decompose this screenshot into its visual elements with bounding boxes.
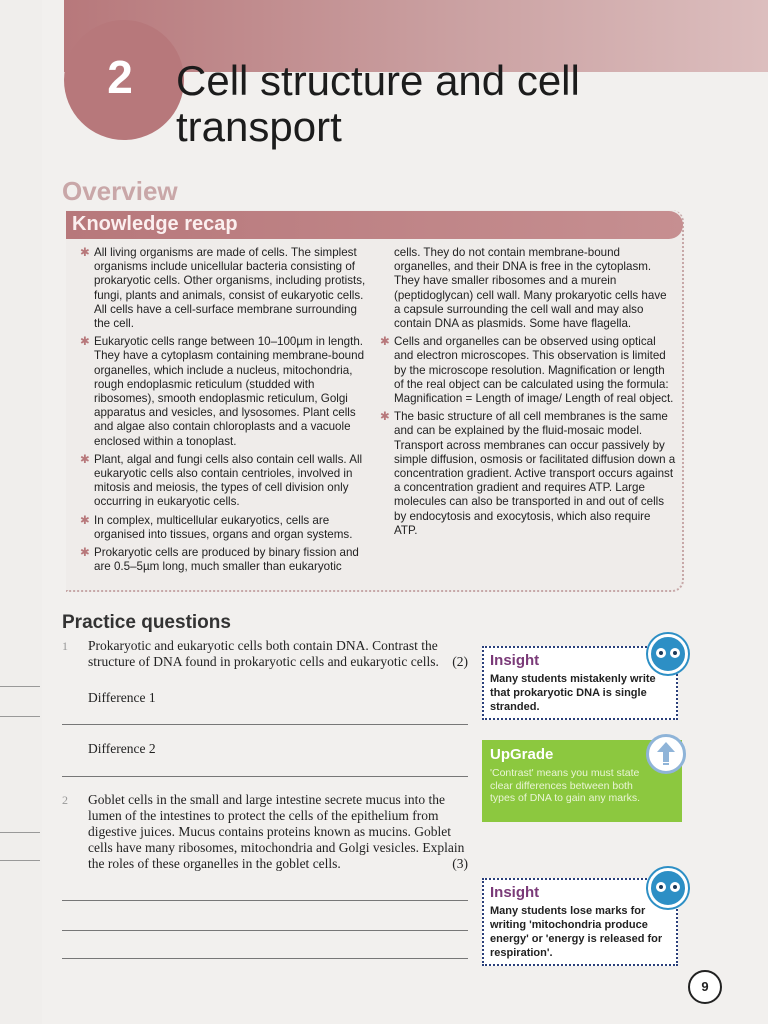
question-marks: (3)	[452, 856, 468, 871]
overview-heading: Overview	[62, 176, 178, 206]
question-1	[62, 638, 468, 670]
insight-owl-icon	[648, 634, 688, 674]
question-text: Goblet cells in the small and large intestine secrete mucus into the lumen of the intestines to protect the cells of the epithelium from digestive juices. Mucus contains proteins known as mucins. Goblet cells have many ribosomes, mitochondria and Golgi vesicles. Explain the roles of these organelles in the goblet cells.	[88, 792, 465, 871]
bullet-icon: ✱	[80, 452, 90, 466]
recap-bullet	[380, 335, 676, 406]
margin-line	[0, 832, 40, 833]
question-number: 2	[62, 793, 68, 807]
margin-line	[0, 686, 40, 687]
upgrade-arrow-icon	[646, 734, 686, 774]
recap-continuation: cells. They do not contain membrane-bound organelles, and their DNA is free in the cytoplasm. They have smaller ribosomes and a murein (peptidoglycan) cell wall. Many prokaryotic cells have a capsule surrounding the cell wall and may also contain DNA as plasmids. Some have flagella.	[394, 246, 667, 331]
margin-line	[0, 716, 40, 717]
insight-text: Many students mistakenly write that prokaryotic DNA is single stranded.	[490, 673, 656, 713]
recap-bullet-text: The basic structure of all cell membranes is the same and can be explained by the fluid-mosaic model. Transport across membranes can occur passively by simple diffusion, osmosis or facilitated diffusion down a concentration gradient. Active transport occurs against a concentration gradient and requires ATP. Large molecules can also be transported in and out of cells by endocytosis and exocytosis, which also require ATP.	[394, 410, 676, 537]
margin-line	[0, 860, 40, 861]
recap-bullet	[80, 453, 366, 510]
bullet-icon: ✱	[80, 335, 90, 349]
answer-line[interactable]	[62, 930, 468, 931]
bullet-icon: ✱	[380, 410, 390, 424]
answer-line[interactable]	[62, 900, 468, 901]
recap-bullet	[80, 246, 366, 331]
bullet-icon: ✱	[80, 513, 90, 527]
textbook-page	[42, 0, 768, 1024]
upgrade-text: 'Contrast' means you must state clear differences between both types of DNA to gain any marks.	[490, 767, 640, 804]
recap-column-right	[380, 246, 676, 542]
question-2	[62, 792, 468, 872]
bullet-icon: ✱	[380, 335, 390, 349]
recap-bullet	[80, 546, 366, 574]
recap-bullet-text: Prokaryotic cells are produced by binary fission and are 0.5–5µm long, much smaller than eukaryotic	[94, 546, 359, 574]
page-number: 9	[688, 970, 722, 1004]
chapter-title-line1: Cell structure and cell	[176, 57, 580, 104]
insight-title: Insight	[490, 652, 540, 669]
answer-line[interactable]	[62, 724, 468, 725]
recap-bullet	[380, 410, 676, 538]
bullet-icon: ✱	[80, 546, 90, 560]
recap-bullet-text: Cells and organelles can be observed using optical and electron microscopes. This observation is limited by the microscope resolution. Magnification or length of the real object can be calculated using the formula: Magnification = Length of image/ Length of real object.	[394, 335, 674, 406]
chapter-title	[176, 58, 736, 150]
chapter-number: 2	[107, 51, 133, 103]
recap-bullet-text: In complex, multicellular eukaryotics, cells are organised into tissues, organs and organ systems.	[94, 513, 353, 541]
difference-1-label: Difference 1	[88, 690, 156, 705]
question-text: Prokaryotic and eukaryotic cells both contain DNA. Contrast the structure of DNA found in prokaryotic cells and eukaryotic cells.	[88, 638, 439, 669]
question-number: 1	[62, 639, 68, 653]
insight-title: Insight	[490, 884, 540, 901]
insight-owl-icon	[648, 868, 688, 908]
knowledge-recap-title: Knowledge recap	[72, 213, 238, 235]
insight-text: Many students lose marks for writing 'mitochondria produce energy' or 'energy is released for respiration'.	[490, 905, 663, 959]
upgrade-title: UpGrade	[490, 746, 554, 763]
adjacent-page-edge	[0, 0, 42, 1024]
chapter-title-line2: transport	[176, 103, 342, 150]
recap-bullet	[80, 335, 366, 449]
recap-bullet-text: Plant, algal and fungi cells also contain cell walls. All eukaryotic cells also contain centrioles, involved in mitosis and meiosis, the types of cell division only occurring in eukaryotic cells.	[94, 452, 363, 509]
recap-bullet-text: All living organisms are made of cells. The simplest organisms include unicellular bacteria consisting of prokaryotic cells. Other organisms, including protists, fungi, plants and animals, consist of eukaryotic cells. All cells have a cell-surface membrane surrounding the cell.	[94, 246, 366, 331]
answer-line[interactable]	[62, 776, 468, 777]
recap-bullet-text: Eukaryotic cells range between 10–100µm in length. They have a cytoplasm containing membrane-bound organelles, which include a nucleus, mitochondria, rough endoplasmic reticulum (studded with ribosomes), smooth endoplasmic reticulum, Golgi apparatus and vesicles, and lysosomes. Plant cells and algae also contain chloroplasts and a vacuole enclosed within a tonoplast.	[94, 335, 365, 448]
practice-questions-heading: Practice questions	[62, 612, 231, 633]
question-marks: (2)	[452, 654, 468, 669]
recap-column-left	[80, 246, 366, 578]
answer-line[interactable]	[62, 958, 468, 959]
recap-bullet	[80, 514, 366, 542]
difference-2-label: Difference 2	[88, 741, 156, 756]
bullet-icon: ✱	[80, 246, 90, 259]
